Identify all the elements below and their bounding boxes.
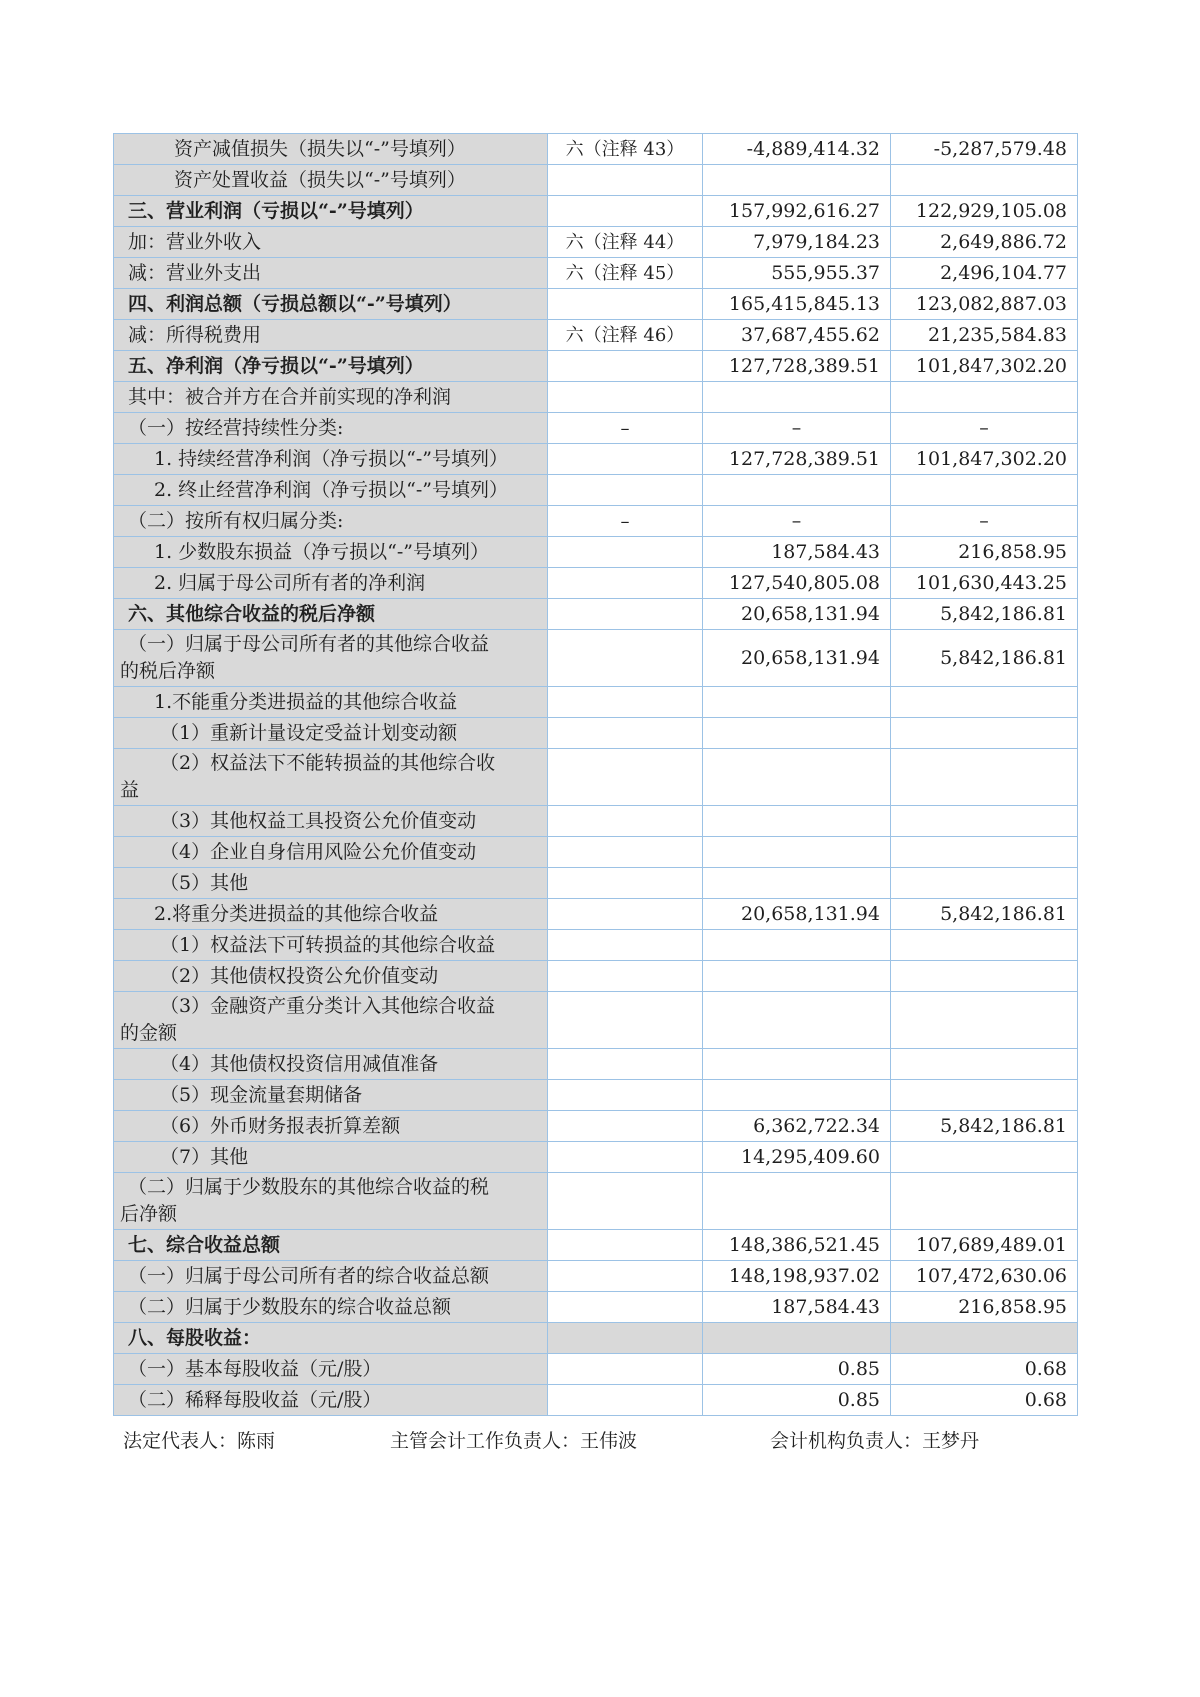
prior-period-cell: 123,082,887.03 [891,289,1078,320]
prior-period-cell [891,749,1078,806]
prior-period-cell: 21,235,584.83 [891,320,1078,351]
prior-period-cell: 2,649,886.72 [891,227,1078,258]
table-row [114,837,1078,868]
current-period-cell: 148,386,521.45 [703,1230,891,1261]
note-ref-cell [548,1173,703,1230]
note-ref-cell: 六（注释 46） [548,320,703,351]
item-cell: （一）归属于母公司所有者的综合收益总额 [114,1261,548,1292]
note-ref-cell [548,1230,703,1261]
current-period-cell: 20,658,131.94 [703,599,891,630]
current-period-cell [703,837,891,868]
table-row [114,134,1078,165]
current-period-cell [703,961,891,992]
prior-period-cell: 0.68 [891,1354,1078,1385]
item-cell: 五、净利润（净亏损以“-”号填列） [114,351,548,382]
prior-period-cell [891,868,1078,899]
current-period-cell: 37,687,455.62 [703,320,891,351]
note-ref-cell [548,868,703,899]
note-ref-cell [548,899,703,930]
note-ref-cell [548,1323,703,1354]
table-row [114,258,1078,289]
item-cell: （1）权益法下可转损益的其他综合收益 [114,930,548,961]
table-row [114,1323,1078,1354]
note-ref-cell [548,961,703,992]
prior-period-cell [891,1323,1078,1354]
item-cell: （6）外币财务报表折算差额 [114,1111,548,1142]
table-row [114,1261,1078,1292]
item-cell: （3）金融资产重分类计入其他综合收益的金额 [114,992,548,1049]
current-period-cell: 6,362,722.34 [703,1111,891,1142]
table-row [114,413,1078,444]
note-ref-cell [548,930,703,961]
note-ref-cell [548,630,703,687]
item-cell: （2）其他债权投资公允价值变动 [114,961,548,992]
note-ref-cell [548,806,703,837]
table-row [114,196,1078,227]
note-ref-cell [548,289,703,320]
table-row [114,1080,1078,1111]
table-row [114,568,1078,599]
current-period-cell [703,718,891,749]
table-row [114,599,1078,630]
prior-period-cell: 5,842,186.81 [891,630,1078,687]
prior-period-cell [891,1173,1078,1230]
note-ref-cell: 六（注释 44） [548,227,703,258]
prior-period-cell: 101,847,302.20 [891,351,1078,382]
prior-period-cell: 5,842,186.81 [891,599,1078,630]
item-cell: 加：营业外收入 [114,227,548,258]
current-period-cell [703,687,891,718]
item-cell: （5）现金流量套期储备 [114,1080,548,1111]
current-period-cell: 127,728,389.51 [703,444,891,475]
prior-period-cell [891,718,1078,749]
current-period-cell: 165,415,845.13 [703,289,891,320]
table-row [114,868,1078,899]
prior-period-cell [891,992,1078,1049]
prior-period-cell: 2,496,104.77 [891,258,1078,289]
prior-period-cell [891,382,1078,413]
current-period-cell: 127,728,389.51 [703,351,891,382]
prior-period-cell: 0.68 [891,1385,1078,1416]
current-period-cell [703,806,891,837]
table-row [114,992,1078,1049]
current-period-cell [703,749,891,806]
item-cell: 资产处置收益（损失以“-”号填列） [114,165,548,196]
table-row [114,806,1078,837]
current-period-cell [703,868,891,899]
note-ref-cell [548,1292,703,1323]
table-row [114,537,1078,568]
table-row [114,749,1078,806]
item-cell: 七、综合收益总额 [114,1230,548,1261]
note-ref-cell: 六（注释 43） [548,134,703,165]
current-period-cell [703,382,891,413]
note-ref-cell [548,1354,703,1385]
prior-period-cell [891,806,1078,837]
note-ref-cell [548,1111,703,1142]
prior-period-cell [891,475,1078,506]
item-cell: 六、其他综合收益的税后净额 [114,599,548,630]
current-period-cell [703,1173,891,1230]
table-row [114,165,1078,196]
table-row [114,506,1078,537]
current-period-cell: 20,658,131.94 [703,899,891,930]
table-row [114,1292,1078,1323]
current-period-cell: -4,889,414.32 [703,134,891,165]
note-ref-cell [548,444,703,475]
table-row [114,1173,1078,1230]
item-cell: 减：所得税费用 [114,320,548,351]
item-cell: （二）归属于少数股东的其他综合收益的税后净额 [114,1173,548,1230]
current-period-cell: – [703,413,891,444]
table-row [114,687,1078,718]
item-cell: （5）其他 [114,868,548,899]
item-cell: （4）企业自身信用风险公允价值变动 [114,837,548,868]
table-row [114,382,1078,413]
current-period-cell: 0.85 [703,1385,891,1416]
table-row [114,899,1078,930]
table-row [114,1111,1078,1142]
current-period-cell [703,1323,891,1354]
signature-line [113,1428,1077,1454]
prior-period-cell: 122,929,105.08 [891,196,1078,227]
table-row [114,289,1078,320]
prior-period-cell [891,1142,1078,1173]
income-statement-table [113,133,1078,1416]
table-row [114,1385,1078,1416]
table-row [114,1049,1078,1080]
table-row [114,475,1078,506]
current-period-cell: 0.85 [703,1354,891,1385]
item-cell: 2. 归属于母公司所有者的净利润 [114,568,548,599]
item-cell: 三、营业利润（亏损以“-”号填列） [114,196,548,227]
prior-period-cell: 216,858.95 [891,1292,1078,1323]
note-ref-cell [548,351,703,382]
prior-period-cell [891,961,1078,992]
item-cell: （3）其他权益工具投资公允价值变动 [114,806,548,837]
item-cell: （二）稀释每股收益（元/股） [114,1385,548,1416]
note-ref-cell [548,837,703,868]
table-row [114,1142,1078,1173]
item-cell: （2）权益法下不能转损益的其他综合收益 [114,749,548,806]
legal-representative: 法定代表人：陈雨 [123,1430,276,1452]
prior-period-cell: – [891,506,1078,537]
item-cell: （一）基本每股收益（元/股） [114,1354,548,1385]
note-ref-cell: 六（注释 45） [548,258,703,289]
table-row [114,961,1078,992]
item-cell: （一）归属于母公司所有者的其他综合收益的税后净额 [114,630,548,687]
note-ref-cell: – [548,413,703,444]
current-period-cell: 187,584.43 [703,1292,891,1323]
current-period-cell: 148,198,937.02 [703,1261,891,1292]
item-cell: 1.不能重分类进损益的其他综合收益 [114,687,548,718]
table-row [114,718,1078,749]
table-row [114,630,1078,687]
table-row [114,351,1078,382]
note-ref-cell [548,382,703,413]
prior-period-cell: 107,472,630.06 [891,1261,1078,1292]
prior-period-cell: 107,689,489.01 [891,1230,1078,1261]
current-period-cell [703,165,891,196]
item-cell: 2.将重分类进损益的其他综合收益 [114,899,548,930]
prior-period-cell: 216,858.95 [891,537,1078,568]
item-cell: （一）按经营持续性分类: [114,413,548,444]
note-ref-cell [548,687,703,718]
prior-period-cell: 5,842,186.81 [891,899,1078,930]
note-ref-cell [548,599,703,630]
note-ref-cell [548,718,703,749]
note-ref-cell [548,992,703,1049]
table-row [114,227,1078,258]
note-ref-cell [548,1080,703,1111]
note-ref-cell [548,568,703,599]
item-cell: 减：营业外支出 [114,258,548,289]
item-cell: 1. 持续经营净利润（净亏损以“-”号填列） [114,444,548,475]
chief-accounting-officer: 主管会计工作负责人：王伟波 [390,1430,638,1452]
note-ref-cell [548,196,703,227]
prior-period-cell: – [891,413,1078,444]
current-period-cell: 7,979,184.23 [703,227,891,258]
table-row [114,320,1078,351]
prior-period-cell [891,930,1078,961]
prior-period-cell [891,1080,1078,1111]
current-period-cell [703,1049,891,1080]
item-cell: （4）其他债权投资信用减值准备 [114,1049,548,1080]
item-cell: 八、每股收益： [114,1323,548,1354]
current-period-cell: 157,992,616.27 [703,196,891,227]
item-cell: 四、利润总额（亏损总额以“-”号填列） [114,289,548,320]
prior-period-cell: 5,842,186.81 [891,1111,1078,1142]
table-row [114,1354,1078,1385]
current-period-cell: 20,658,131.94 [703,630,891,687]
income-statement-body [114,134,1078,1416]
note-ref-cell [548,165,703,196]
note-ref-cell [548,475,703,506]
item-cell: （二）按所有权归属分类: [114,506,548,537]
item-cell: （7）其他 [114,1142,548,1173]
prior-period-cell: 101,847,302.20 [891,444,1078,475]
current-period-cell: 127,540,805.08 [703,568,891,599]
current-period-cell: 555,955.37 [703,258,891,289]
current-period-cell [703,930,891,961]
note-ref-cell [548,1261,703,1292]
prior-period-cell [891,165,1078,196]
note-ref-cell [548,749,703,806]
prior-period-cell [891,837,1078,868]
table-row [114,930,1078,961]
current-period-cell [703,992,891,1049]
item-cell: 其中：被合并方在合并前实现的净利润 [114,382,548,413]
item-cell: （1）重新计量设定受益计划变动额 [114,718,548,749]
current-period-cell [703,475,891,506]
note-ref-cell: – [548,506,703,537]
accounting-department-head: 会计机构负责人：王梦丹 [770,1430,980,1452]
note-ref-cell [548,537,703,568]
prior-period-cell [891,1049,1078,1080]
note-ref-cell [548,1385,703,1416]
current-period-cell: 187,584.43 [703,537,891,568]
current-period-cell [703,1080,891,1111]
table-row [114,444,1078,475]
item-cell: 资产减值损失（损失以“-”号填列） [114,134,548,165]
table-row [114,1230,1078,1261]
item-cell: 2. 终止经营净利润（净亏损以“-”号填列） [114,475,548,506]
item-cell: 1. 少数股东损益（净亏损以“-”号填列） [114,537,548,568]
item-cell: （二）归属于少数股东的综合收益总额 [114,1292,548,1323]
prior-period-cell: 101,630,443.25 [891,568,1078,599]
current-period-cell: 14,295,409.60 [703,1142,891,1173]
prior-period-cell [891,687,1078,718]
prior-period-cell: -5,287,579.48 [891,134,1078,165]
note-ref-cell [548,1142,703,1173]
note-ref-cell [548,1049,703,1080]
current-period-cell: – [703,506,891,537]
